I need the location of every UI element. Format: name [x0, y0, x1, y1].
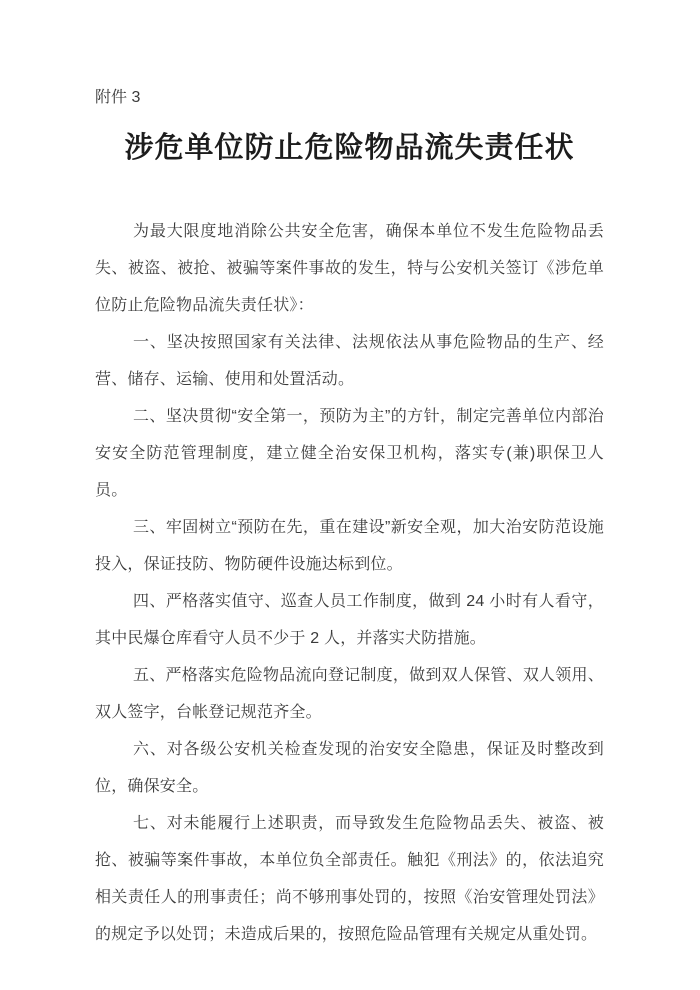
body-paragraph-item-5: 五、严格落实危险物品流向登记制度，做到双人保管、双人领用、双人签字，台帐登记规范齐全。 — [95, 667, 604, 721]
body-paragraph-item-6: 六、对各级公安机关检查发现的治安安全隐患，保证及时整改到位，确保安全。 — [95, 741, 604, 795]
body-paragraph-item-1: 一、坚决按照国家有关法律、法规依法从事危险物品的生产、经营、储存、运输、使用和处置活动。 — [95, 334, 604, 388]
document-body — [95, 213, 604, 953]
document-title: 涉危单位防止危险物品流失责任状 — [124, 132, 575, 164]
body-paragraph-item-7: 七、对未能履行上述职责，而导致发生危险物品丢失、被盗、被抢、被骗等案件事故，本单位负全部责任。触犯《刑法》的，依法追究相关责任人的刑事责任；尚不够刑事处罚的，按照《治安管理处罚法》的规定予以处罚；未造成后果的，按照危险品管理有关规定从重处罚。 — [95, 815, 604, 943]
body-paragraph-item-3: 三、牢固树立“预防在先，重在建设”新安全观，加大治安防范设施投入，保证技防、物防硬件设施达标到位。 — [95, 519, 604, 573]
attachment-label: 附件 3 — [95, 89, 141, 106]
body-paragraph-intro: 为最大限度地消除公共安全危害，确保本单位不发生危险物品丢失、被盗、被抢、被骗等案件事故的发生，特与公安机关签订《涉危单位防止危险物品流失责任状》： — [95, 223, 604, 314]
body-paragraph-item-2: 二、坚决贯彻“安全第一，预防为主”的方针，制定完善单位内部治安安全防范管理制度，建立健全治安保卫机构，落实专(兼)职保卫人员。 — [95, 408, 604, 499]
body-paragraph-item-4: 四、严格落实值守、巡查人员工作制度，做到 24 小时有人看守，其中民爆仓库看守人员不少于 2 人，并落实犬防措施。 — [95, 593, 604, 647]
